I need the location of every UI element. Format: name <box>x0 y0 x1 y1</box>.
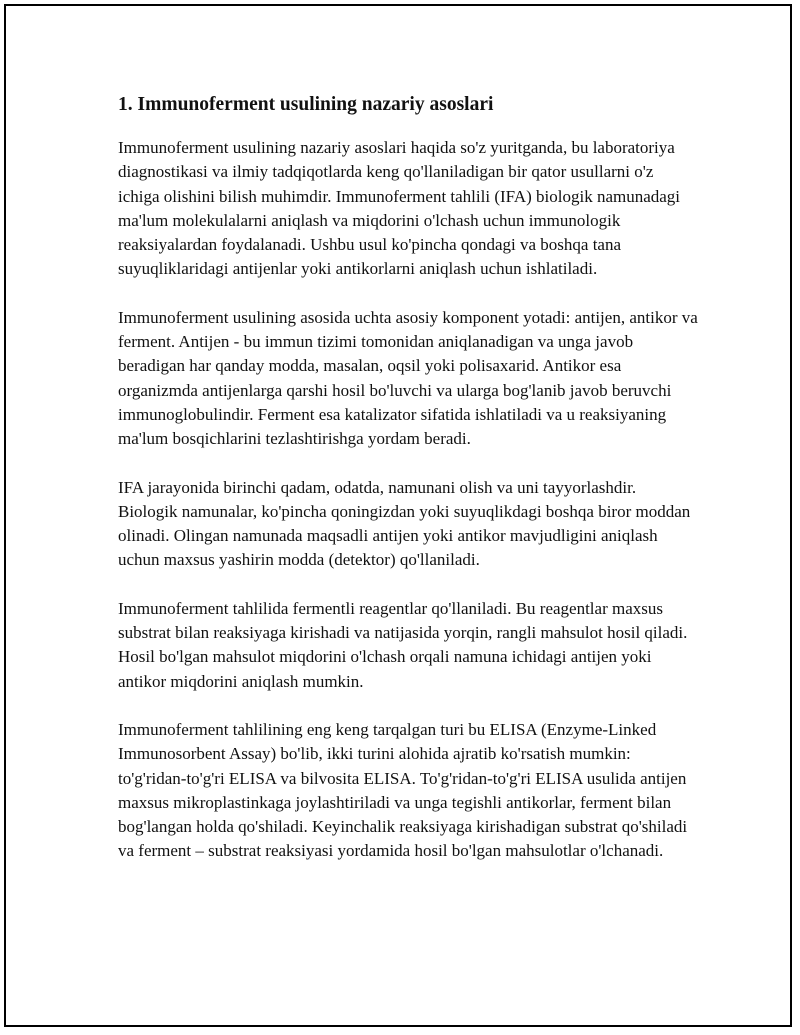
paragraph-5: Immunoferment tahlilining eng keng tarqalgan turi bu ELISA (Enzyme-Linked Immunosorbent Assay) bo'lib, ikki turini alohida ajratib ko'rsatish mumkin: to'g'ridan-to'g'ri ELISA va bilvosita ELISA. To'g'ridan-to'g'ri ELISA usulida antijen maxsus mikroplastinkaga joylashtiriladi va unga tegishli antikorlar, ferment bilan bog'langan holda qo'shiladi. Keyinchalik reaksiyaga kirishadigan substrat qo'shiladi va ferment – substrat reaksiyasi yordamida hosil bo'lgan mahsulotlar o'lchanadi. <box>118 719 688 861</box>
paragraph-4: Immunoferment tahlilida fermentli reagentlar qo'llaniladi. Bu reagentlar maxsus substrat bilan reaksiyaga kirishadi va natijasida yorqin, rangli mahsulot hosil qiladi. Hosil bo'lgan mahsulot miqdorini o'lchash orqali namuna ichidagi antijen yoki antikor miqdorini aniqlash mumkin. <box>118 598 688 691</box>
paragraph-3: IFA jarayonida birinchi qadam, odatda, namunani olish va uni tayyorlashdir. Biologik namunalar, ko'pincha qoningizdan yoki suyuqlikdagi boshqa biror moddan olinadi. Olingan namunada maqsadli antijen yoki antikor mavjudligini aniqlash uchun maxsus yashirin modda (detektor) qo'llaniladi. <box>118 477 691 570</box>
section-heading: 1. Immunoferment usulining nazariy asoslari <box>118 94 494 115</box>
document-body <box>118 91 698 888</box>
paragraph-1: Immunoferment usulining nazariy asoslari haqida so'z yuritganda, bu laboratoriya diagnostikasi va ilmiy tadqiqotlarda keng qo'llaniladigan bir qator usullarni o'z ichiga olishini bilish muhimdir. Immunoferment tahlili (IFA) biologik namunadagi ma'lum molekulalarni aniqlash va miqdorini o'lchash uchun immunologik reaksiyalardan foydalanadi. Ushbu usul ko'pincha qondagi va boshqa tana suyuqliklaridagi antijenlar yoki antikorlarni aniqlash uchun ishlatiladi. <box>118 138 681 279</box>
paragraph-2: Immunoferment usulining asosida uchta asosiy komponent yotadi: antijen, antikor va ferment. Antijen - bu immun tizimi tomonidan aniqlanadigan va unga javob beradigan har qanday modda, masalan, oqsil yoki polisaxarid. Antikor esa organizmda antijenlarga qarshi hosil bo'luvchi va ularga bog'lanib javob beruvchi immunoglobulindir. Ferment esa katalizator sifatida ishlatiladi va u reaksiyaning ma'lum bosqichlarini tezlashtirishga yordam beradi. <box>118 307 698 449</box>
